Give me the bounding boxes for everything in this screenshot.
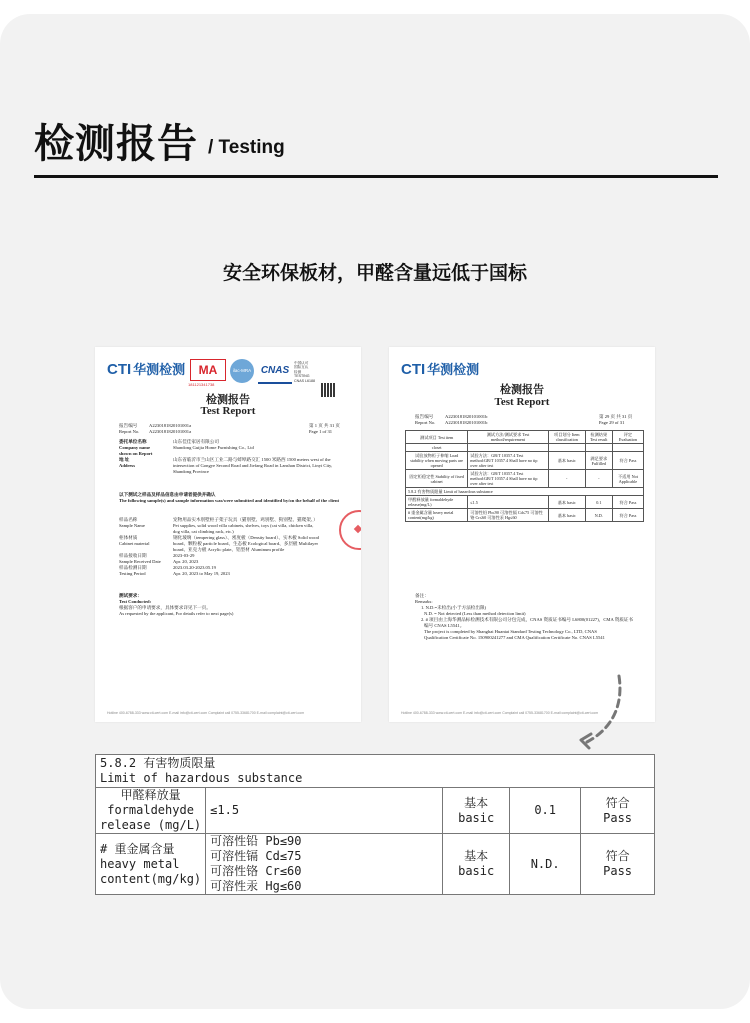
report-title-cn: 检测报告 (500, 384, 544, 396)
header-cell: 测试项目 Test item (406, 431, 468, 444)
table-cell: 可溶性铅 Pb≤90 可溶性镉 Cd≤75 可溶性铬 Cr≤60 可溶性汞 Hg≤60 (468, 509, 548, 522)
cma-number: 181121341738 (188, 382, 215, 387)
table-row (406, 452, 644, 470)
field-value: intersection of Gongye Second Road and Jiefang Road in Lanshan District, Linyi City, (173, 463, 333, 468)
remarks-title-en: Remarks: (415, 599, 433, 604)
table-header-row (96, 755, 655, 788)
item-en: formaldehyde (107, 803, 194, 817)
item-en: content(mg/kg) (100, 871, 202, 886)
table-row (406, 509, 644, 522)
table-header-row (406, 431, 644, 444)
cti-logo (107, 359, 185, 378)
page-cn: 第 29 页 共 31 页 (599, 414, 633, 419)
footer: Hotline 400-6788-333 www.cti-cert.com E-mail info@cti-cert.com Complaint call 0755-33681700 E-mail complaint@cti-cert.com (401, 711, 599, 715)
label: Report No. (119, 429, 140, 434)
label: Test Conducted: (119, 599, 152, 604)
section-title: 5.8.2 有害物质限量 (100, 756, 216, 770)
class-en: basic (458, 810, 495, 825)
field-value: Shandong Province (173, 469, 209, 474)
value: 根据客户的申请要求，具体要求详见下一页。 (119, 605, 211, 610)
section-title-en: Limit of hazardous substance (100, 771, 303, 785)
report-page-2 (389, 347, 655, 722)
table-row (406, 470, 644, 488)
table-row (406, 496, 644, 509)
label: 报告编号 (119, 423, 138, 428)
header-cell: 评定 Evaluation (612, 431, 643, 444)
page-en: Page 1 of 31 (309, 429, 333, 434)
field-value: 2023-03-29 (173, 553, 195, 558)
cnas-line: 中国认可 (294, 361, 309, 365)
header-cell: 项目划分 Item classification (548, 431, 585, 444)
report-number-block (119, 423, 344, 435)
field-value: board、亚克力板 Acrylic plate、铝型材 Aluminum profile (173, 547, 285, 552)
header-cell: 测试方法/测试要求 Test method/requirement (468, 431, 548, 444)
report-title-en: Test Report (200, 405, 256, 417)
remark-line: Qualification Certificate No. 150900241277 and CMA Qualification Certificate No. CNAS L5541 (424, 635, 605, 640)
requirement-line: 可溶性铅 Pb≤90 (210, 834, 302, 848)
value: A2230181820101001b (445, 420, 488, 425)
header-cell: 检测结果 Test result (585, 431, 612, 444)
requirement-cell: ≤1.5 (206, 788, 443, 834)
cma-badge-icon: MA (190, 359, 226, 381)
field-value: 宠物用品实木别墅柜子架子玩具（猫别墅、鸡别墅、狗别墅、猫爬架、） (173, 517, 318, 522)
class-cn: 基本 (464, 849, 489, 863)
field-label: Sample Name (119, 523, 145, 528)
table-row (96, 788, 655, 834)
table-row (96, 834, 655, 895)
item-en: release (mg/L) (100, 818, 202, 832)
table-cell: 试验方法：GB/T 10357.4 Test method:GB/T 10357.4 Shall have no tip over after test (468, 470, 548, 488)
item-cn: 甲醛释放量 (120, 788, 181, 802)
table-cell (585, 444, 612, 452)
class-en: basic (458, 864, 495, 878)
logo-latin: CTI (401, 361, 426, 378)
eval-en: Pass (603, 810, 633, 825)
eval-cn: 符合 (605, 795, 630, 810)
section-subtitle: 安全环保板材，甲醛含量远低于国标 (222, 262, 527, 284)
value: A2230181820101001a (149, 423, 192, 428)
value: A2230181820101001a (149, 429, 192, 434)
label: 报告编号 (415, 414, 434, 419)
client-fields (119, 439, 344, 475)
field-label: Cabinet material (119, 541, 150, 546)
eval-cell (581, 834, 655, 895)
result-cell: 0.1 (510, 788, 581, 834)
field-value: Apr. 20, 2023 (173, 559, 199, 564)
report-title-en: Test Report (494, 396, 550, 408)
item-cn: # 重金属含量 (100, 841, 175, 856)
requirement-line: 可溶性镉 Cd≤75 (210, 849, 302, 863)
item-en: heavy metal (100, 856, 180, 871)
table-cell: 满足要求 Fulfilled (585, 452, 612, 470)
field-label: Address (119, 463, 135, 468)
table-cell: 固定柜稳定性 Stability of fixed cabinet (406, 470, 468, 488)
table-cell: 符合 Pass (612, 496, 643, 509)
statement-cn: 以下测试之样品及样品信息由申请者提供并确认 (119, 492, 216, 497)
field-value: 钢化玻璃（tempering glass）、密度板（Density board）、实木板 Solid wood (173, 535, 319, 540)
field-label: 委托单位名称 (119, 439, 147, 444)
table-cell (548, 444, 585, 452)
requirement-line: 可溶性铬 Cr≤60 (210, 864, 302, 878)
sample-fields (119, 517, 344, 577)
item-cell (96, 788, 206, 834)
table-cell: 试验放物柜子伸缩 Load stability when moving parts are opened (406, 452, 468, 470)
table-cell: ≤1.5 (468, 496, 548, 509)
eval-en: Pass (603, 864, 633, 878)
remark-line: 编号 CNAS L5541。 (424, 623, 465, 628)
field-label: Sample Received Date (119, 559, 161, 564)
field-label: Testing Period (119, 571, 146, 576)
remark-line: 1. N.D.=未检出(小于方法检出限) (421, 605, 487, 610)
cnas-line: CNAS L6188 (294, 378, 315, 383)
field-label: 样品检测日期 (119, 565, 147, 570)
remarks-title: 备注： (415, 593, 429, 598)
remark-line: The project is completed by Shanghai Huantai Standard Testing Technology Co., LTD, CNAS (424, 629, 597, 634)
report-page-1 (95, 347, 361, 722)
table-cell (468, 444, 548, 452)
table-cell: 符合 Pass (612, 452, 643, 470)
table-cell: 基本 basic (548, 509, 585, 522)
page-en: Page 29 of 31 (599, 420, 625, 425)
class-cn: 基本 (464, 795, 489, 810)
field-value: dog villa, cat climbing rack, etc.) (173, 529, 234, 534)
requirement-cell (206, 834, 443, 895)
field-value: 山东省临沂市兰山区工业二路与蚌埠路交汇 1500 米路西 1500 meters west of the (173, 457, 331, 462)
table-row (406, 444, 644, 452)
value: A2230181820101001b (445, 414, 488, 419)
class-cell (443, 788, 510, 834)
cnas-line: 检测 (294, 369, 302, 374)
dashed-arrow-icon (575, 672, 635, 752)
table-cell: 甲醛释放量 formaldehyde release(mg/L) (406, 496, 468, 509)
field-value: Pet supplies, solid wood villa cabinets, shelves, toys (cat villa, chicken villa, (173, 523, 314, 528)
value: As requested by the applicant, For details refer to next page(s) (119, 611, 234, 616)
page-cn: 第 1 页 共 31 页 (309, 423, 341, 428)
requirement-line: 可溶性汞 Hg≤60 (210, 879, 302, 893)
table-cell: N.D. (585, 509, 612, 522)
field-label: 样品名称 (119, 517, 138, 522)
field-value: Shandong Guijia Home Furnishing Co., Ltd (173, 445, 254, 450)
report-title-cn: 检测报告 (206, 394, 250, 406)
remarks (415, 593, 640, 641)
table-cell: 基本 basic (548, 452, 585, 470)
table-cell: - (585, 470, 612, 488)
eval-cell (581, 788, 655, 834)
field-value: Apr. 20, 2023 to May 19, 2023 (173, 571, 230, 576)
ilac-mra-icon: ilac-MRA (230, 359, 254, 383)
cti-logo (401, 359, 479, 378)
table-cell: 试验方法：GB/T 10357.4 Test method:GB/T 10357.4 Shall have no tip over after test (468, 452, 548, 470)
field-value: 山东佳佳家居有限公司 (173, 439, 219, 444)
table-cell: # 重金属含量 heavy metal content(mg/kg) (406, 509, 468, 522)
cnas-text (294, 361, 315, 383)
label: 测试要求： (119, 593, 142, 598)
table-cell: 不适用 Not Applicable (612, 470, 643, 488)
footer: Hotline 400-6788-333 www.cti-cert.com E-mail info@cti-cert.com Complaint call 0755-33681700 E-mail complaint@cti-cert.com (107, 711, 305, 715)
page-title-en: / Testing (208, 137, 285, 158)
cnas-icon: CNAS (258, 360, 292, 384)
remark-line: N.D. = Not detected (Less than method detection limit) (424, 611, 526, 616)
field-label: shown on Report (119, 451, 153, 456)
title-divider (34, 175, 718, 178)
statement-en: The following sample(s) and sample information was/were submitted and identified by/on the behalf of the client (119, 498, 340, 503)
field-label: 样品接收日期 (119, 553, 147, 558)
item-cell (96, 834, 206, 895)
table-row (406, 488, 644, 496)
report-number-block (415, 414, 640, 426)
table-cell: 基本 basic (548, 496, 585, 509)
result-cell: N.D. (510, 834, 581, 895)
table-cell: closet (406, 444, 468, 452)
table-cell: 符合 Pass (612, 509, 643, 522)
cnas-line: 国际互认 (294, 365, 309, 370)
statement (119, 492, 344, 504)
page-title: 检测报告 (34, 121, 198, 167)
test-results-table (405, 430, 644, 522)
table-cell: 0.1 (585, 496, 612, 509)
cnas-line: TESTING (294, 374, 310, 379)
eval-cn: 符合 (605, 849, 630, 863)
field-value: 2023.03.20-2023.05.19 (173, 565, 216, 570)
logo-cn: 华测检测 (133, 362, 186, 377)
table-cell: 5.8.2 有害物质限量 Limit of hazardous substance (406, 488, 644, 496)
field-value: board、颗粒板 particle board、生态板 Ecological board、多层板 Multilayer (173, 541, 319, 546)
label: Report No. (415, 420, 436, 425)
logo-latin: CTI (107, 361, 132, 378)
table-cell (612, 444, 643, 452)
table-cell: - (548, 470, 585, 488)
class-cell (443, 834, 510, 895)
logo-cn: 华测检测 (427, 362, 480, 377)
field-label: Company name (119, 445, 151, 450)
field-label: 柜体材质 (119, 535, 138, 540)
test-conducted (119, 593, 344, 617)
remark-line: 2. # 项目由上海华测品标检测技术有限公司分包完成，CNAS 资质证书编号 L6800(01227)，CMA 资质证书 (421, 617, 634, 622)
field-label: 地 址 (119, 457, 130, 462)
hazard-detail-table (95, 754, 655, 895)
